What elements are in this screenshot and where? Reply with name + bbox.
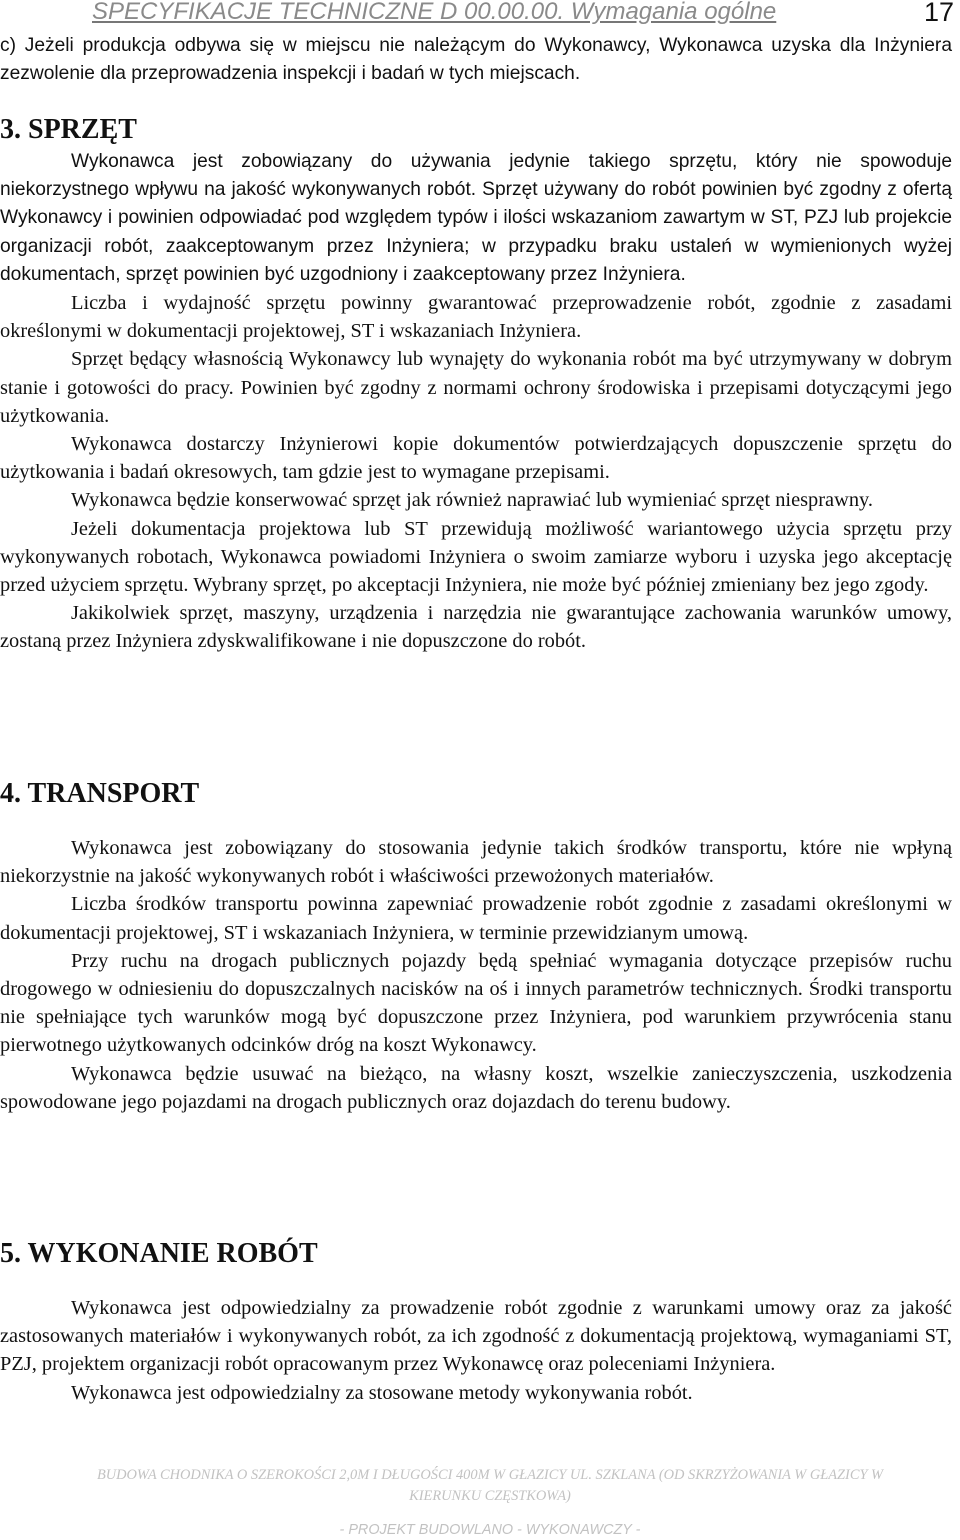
section-heading-sprzet: 3. SPRZĘT bbox=[0, 114, 137, 145]
paragraph: Liczba i wydajność sprzętu powinny gwarantować przeprowadzenie robót, zgodnie z zasadami określonymi w dokumentacji projektowej, ST i wskazaniach Inżyniera. bbox=[0, 292, 952, 343]
paragraph: Jakikolwiek sprzęt, maszyny, urządzenia i narzędzia nie gwarantujące zachowania warunków umowy, zostaną przez Inżyniera zdyskwalifikowane i nie dopuszczone do robót. bbox=[0, 602, 952, 653]
intro-paragraph: c) Jeżeli produkcja odbywa się w miejscu nie należącym do Wykonawcy, Wykonawca uzyska dla Inżyniera zezwolenie dla przeprowadzenia inspekcji i badań w tych miejscach. bbox=[0, 35, 952, 84]
paragraph: Jeżeli dokumentacja projektowa lub ST przewidują możliwość wariantowego użycia sprzętu przy wykonywanych robotach, Wykonawca powiadomi Inżyniera o swoim zamiarze wyboru i uzyska jego akceptację przed użyciem sprzętu. Wybrany sprzęt, po akceptacji Inżyniera, nie może być później zmieniany bez jego zgody. bbox=[0, 517, 952, 597]
paragraph-text: Sprzęt używany do robót powinien być zgodny z ofertą Wykonawcy i powinien odpowiadać pod względem typów i ilości wskazaniom zawartym w ST, PZJ lub projekcie organizacji robót, zaakceptowanym przez Inżyniera; w przypadku braku ustaleń w wymienionych wyżej dokumentach, sprzęt powinien być uzgodniony i zaakceptowany przez Inżyniera. bbox=[0, 179, 952, 285]
paragraph: Wykonawca dostarczy Inżynierowi kopie dokumentów potwierdzających dopuszczenie sprzętu do użytkowania i badań okresowych, tam gdzie jest to wymagane przepisami. bbox=[0, 433, 952, 484]
paragraph bbox=[0, 148, 952, 289]
paragraph: Wykonawca będzie usuwać na bieżąco, na własny koszt, wszelkie zanieczyszczenia, uszkodzenia spowodowane jego pojazdami na drogach publicznych oraz dojazdach do terenu budowy. bbox=[0, 1062, 952, 1113]
footer-project-title: BUDOWA CHODNIKA O SZEROKOŚCI 2,0M I DŁUGOŚCI 400M W GŁAZICY UL. SZKLANA (OD SKRZYŻOWANIA W GŁAZICY W KIERUNKU CZĘSTKOWA) bbox=[96, 1467, 884, 1504]
paragraph-text: Wykonawca jest zobowiązany do używania jedynie takiego sprzętu, który nie spowoduje niekorzystnego wpływu na jakość wykonywanych robót. bbox=[0, 151, 952, 201]
paragraph: Sprzęt będący własnością Wykonawcy lub wynajęty do wykonania robót ma być utrzymywany w dobrym stanie i gotowości do pracy. Powinien być zgodny z normami ochrony środowiska i przepisami dotyczącymi jego użytkowania. bbox=[0, 348, 952, 427]
section-wykonanie bbox=[0, 1294, 952, 1407]
section-transport bbox=[0, 834, 952, 1116]
paragraph: Wykonawca jest odpowiedzialny za prowadzenie robót zgodnie z warunkami umowy oraz za jakość zastosowanych materiałów i wykonywanych robót, za ich zgodność z dokumentacją projektową, wymaganiami ST, PZJ, projektem organizacji robót opracowanym przez Wykonawcę oraz poleceniami Inżyniera. bbox=[0, 1297, 952, 1376]
paragraph: Przy ruchu na drogach publicznych pojazdy będą spełniać wymagania dotyczące przepisów ruchu drogowego w odniesieniu do dopuszczalnych nacisków na oś i innych parametrów technicznych. Środki transportu nie spełniające tych warunków mogą być dopuszczone przez Inżyniera, pod warunkiem przywrócenia stanu pierwotnego użytkowanych odcinków dróg na koszt Wykonawcy. bbox=[0, 949, 952, 1057]
page-header bbox=[0, 0, 960, 34]
paragraph: Wykonawca jest zobowiązany do stosowania jedynie takich środków transportu, które nie wpłyną niekorzystnie na jakość wykonywanych robót i właściwości przewożonych materiałów. bbox=[0, 837, 952, 888]
section-heading-wykonanie: 5. WYKONANIE ROBÓT bbox=[0, 1238, 318, 1269]
footer-project-type: - PROJEKT BUDOWLANO - WYKONAWCZY - bbox=[339, 1522, 641, 1538]
section-heading-transport: 4. TRANSPORT bbox=[0, 778, 200, 809]
header-title: SPECYFIKACJE TECHNICZNE D 00.00.00. Wymagania ogólne bbox=[92, 0, 777, 25]
section-sprzet bbox=[0, 148, 952, 656]
paragraph: Wykonawca będzie konserwować sprzęt jak również naprawiać lub wymieniać sprzęt niesprawny. bbox=[71, 489, 873, 512]
paragraph: Wykonawca jest odpowiedzialny za stosowane metody wykonywania robót. bbox=[71, 1381, 693, 1404]
page-number: 17 bbox=[923, 0, 954, 27]
paragraph: Liczba środków transportu powinna zapewniać prowadzenie robót zgodnie z zasadami określonymi w dokumentacji projektowej, ST i wskazaniach Inżyniera, w terminie przewidzianym umową. bbox=[0, 893, 952, 944]
